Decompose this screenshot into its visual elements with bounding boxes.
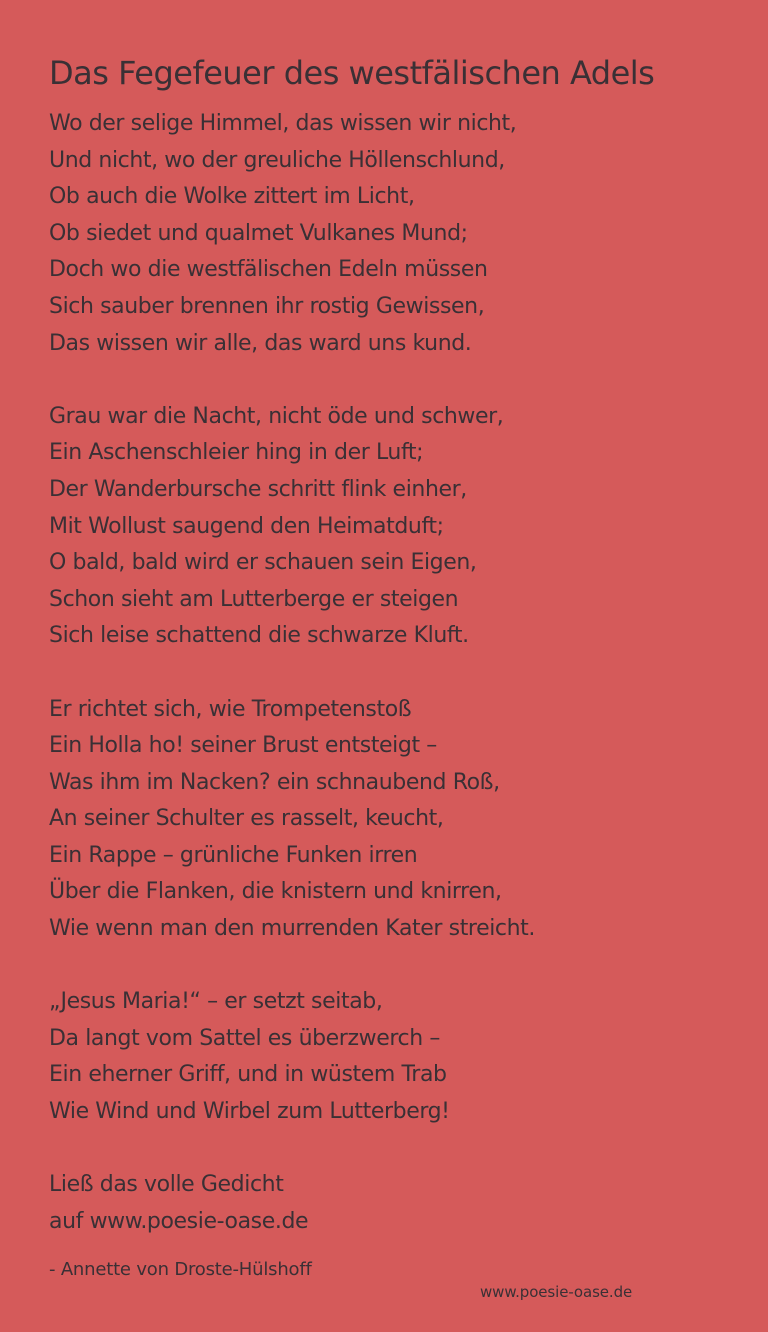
- stanza-gap: [49, 655, 535, 692]
- poem-line: Ein Aschenschleier hing in der Luft;: [49, 440, 424, 466]
- full-poem-note: [49, 1167, 535, 1240]
- poem-line: Über die Flanken, die knistern und knirren,: [49, 879, 502, 905]
- poem-line: Doch wo die westfälischen Edeln müssen: [49, 257, 488, 283]
- poem-title: Das Fegefeuer des westfälischen Adels: [49, 54, 655, 92]
- poem-line: Das wissen wir alle, das ward uns kund.: [49, 330, 472, 356]
- poem-line: Grau war die Nacht, nicht öde und schwer,: [49, 403, 504, 429]
- website-watermark: www.poesie-oase.de: [480, 1283, 633, 1301]
- author-credit: - Annette von Droste-Hülshoff: [49, 1259, 312, 1280]
- poem-line: Ein Rappe – grünliche Funken irren: [49, 842, 418, 868]
- stanza-3: [49, 692, 535, 948]
- stanza-1: [49, 106, 535, 362]
- stanza-2: [49, 399, 535, 655]
- poem-line: „Jesus Maria!“ – er setzt seitab,: [49, 989, 383, 1015]
- poem-line: An seiner Schulter es rasselt, keucht,: [49, 806, 444, 832]
- poem-line: Ein Holla ho! seiner Brust entsteigt –: [49, 733, 437, 759]
- poem-line: O bald, bald wird er schauen sein Eigen,: [49, 550, 477, 576]
- stanza-4: [49, 984, 535, 1130]
- poem-line: Wo der selige Himmel, das wissen wir nicht,: [49, 111, 517, 136]
- poem-line: Da langt vom Sattel es überzwerch –: [49, 1025, 440, 1051]
- note-line: auf www.poesie-oase.de: [49, 1208, 309, 1234]
- stanza-gap: [49, 1131, 535, 1168]
- poem-line: Was ihm im Nacken? ein schnaubend Roß,: [49, 769, 500, 795]
- poem-line: Ob siedet und qualmet Vulkanes Mund;: [49, 220, 468, 246]
- stanza-gap: [49, 362, 535, 399]
- poem-line: Mit Wollust saugend den Heimatduft;: [49, 513, 444, 539]
- poem-line: Wie Wind und Wirbel zum Lutterberg!: [49, 1099, 450, 1125]
- poem-line: Er richtet sich, wie Trompetenstoß: [49, 696, 412, 722]
- poem-line: Ob auch die Wolke zittert im Licht,: [49, 184, 415, 210]
- poem-line: Sich leise schattend die schwarze Kluft.: [49, 623, 469, 649]
- poem-line: Sich sauber brennen ihr rostig Gewissen,: [49, 293, 485, 319]
- poem-line: Und nicht, wo der greuliche Höllenschlund,: [49, 147, 505, 173]
- note-line: Ließ das volle Gedicht: [49, 1172, 284, 1198]
- poem-line: Ein eherner Griff, und in wüstem Trab: [49, 1062, 447, 1088]
- poem-body: [49, 106, 535, 1240]
- poem-line: Schon sieht am Lutterberge er steigen: [49, 586, 459, 612]
- stanza-gap: [49, 948, 535, 985]
- poem-line: Wie wenn man den murrenden Kater streicht.: [49, 916, 535, 942]
- poem-line: Der Wanderbursche schritt flink einher,: [49, 476, 467, 502]
